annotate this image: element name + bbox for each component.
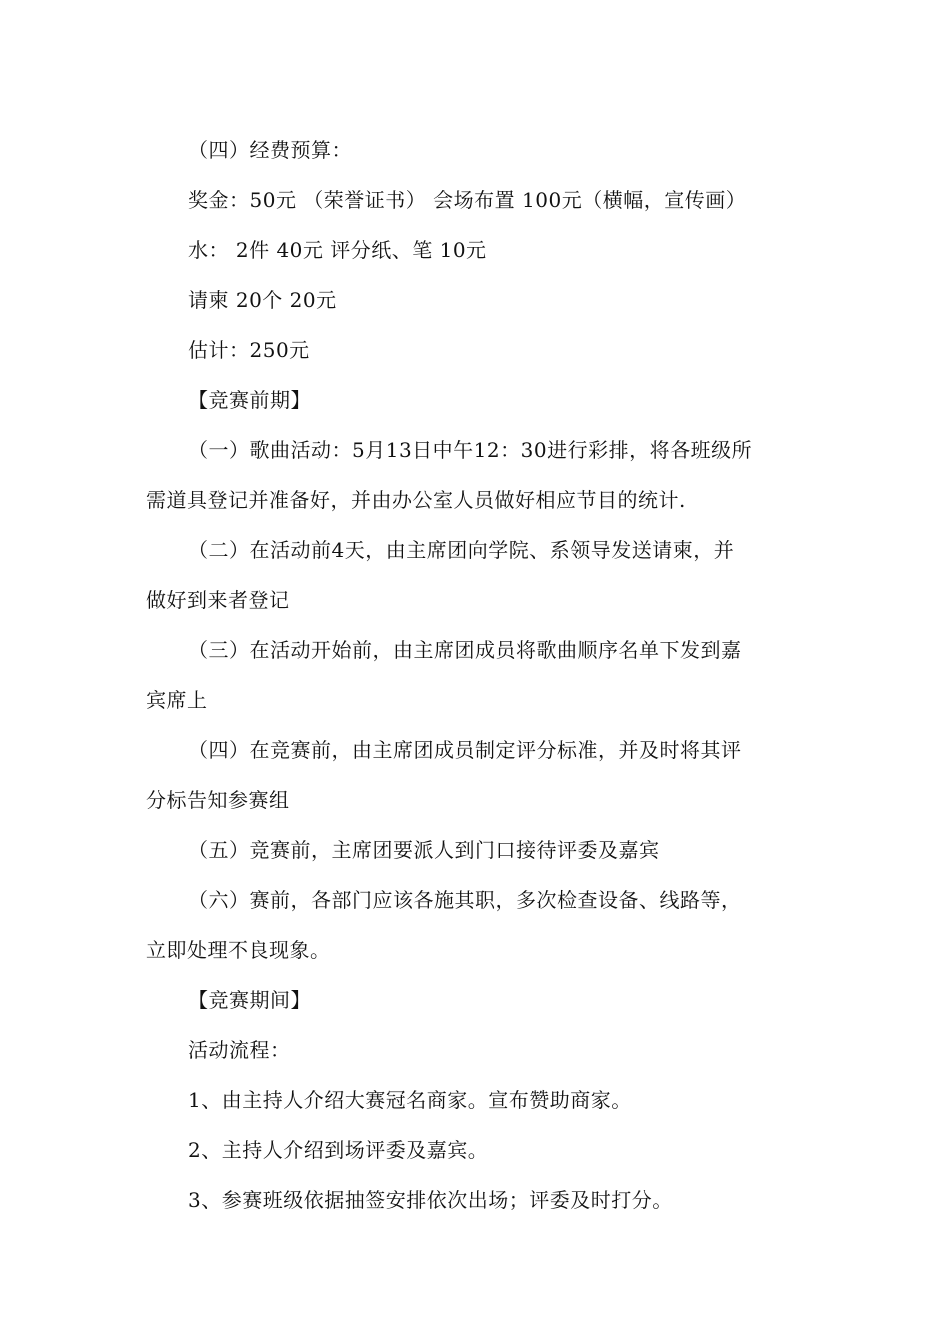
paragraph-1-line-1: （一）歌曲活动：5月13日中午12：30进行彩排，将各班级所: [188, 438, 753, 462]
budget-water-paper: 水： 2件 40元 评分纸、笔 10元: [188, 238, 487, 262]
paragraph-6-line-1: （六）赛前，各部门应该各施其职，多次检查设备、线路等，: [188, 888, 742, 912]
flow-step-2: 2、主持人介绍到场评委及嘉宾。: [188, 1138, 489, 1162]
paragraph-5: （五）竞赛前，主席团要派人到门口接待评委及嘉宾: [188, 838, 660, 862]
flow-step-3: 3、参赛班级依据抽签安排依次出场；评委及时打分。: [188, 1188, 673, 1212]
paragraph-4-line-2: 分标告知参赛组: [146, 788, 290, 812]
activity-flow-heading: 活动流程：: [188, 1038, 291, 1062]
budget-prize-venue: 奖金：50元 （荣誉证书） 会场布置 100元（横幅，宣传画）: [188, 188, 747, 212]
section-heading-pre-competition: 【竞赛前期】: [188, 388, 311, 412]
paragraph-2-line-2: 做好到来者登记: [146, 588, 290, 612]
budget-heading: （四）经费预算：: [188, 138, 352, 162]
section-heading-during-competition: 【竞赛期间】: [188, 988, 311, 1012]
flow-step-1: 1、由主持人介绍大赛冠名商家。宣布赞助商家。: [188, 1088, 632, 1112]
paragraph-1-line-2: 需道具登记并准备好，并由办公室人员做好相应节目的统计.: [146, 488, 686, 512]
paragraph-6-line-2: 立即处理不良现象。: [146, 938, 331, 962]
budget-invitations: 请柬 20个 20元: [188, 288, 337, 312]
budget-estimate: 估计：250元: [188, 338, 310, 362]
paragraph-4-line-1: （四）在竞赛前，由主席团成员制定评分标准，并及时将其评: [188, 738, 742, 762]
paragraph-2-line-1: （二）在活动前4天，由主席团向学院、系领导发送请柬，并: [188, 538, 735, 562]
paragraph-3-line-2: 宾席上: [146, 688, 208, 712]
paragraph-3-line-1: （三）在活动开始前，由主席团成员将歌曲顺序名单下发到嘉: [188, 638, 742, 662]
